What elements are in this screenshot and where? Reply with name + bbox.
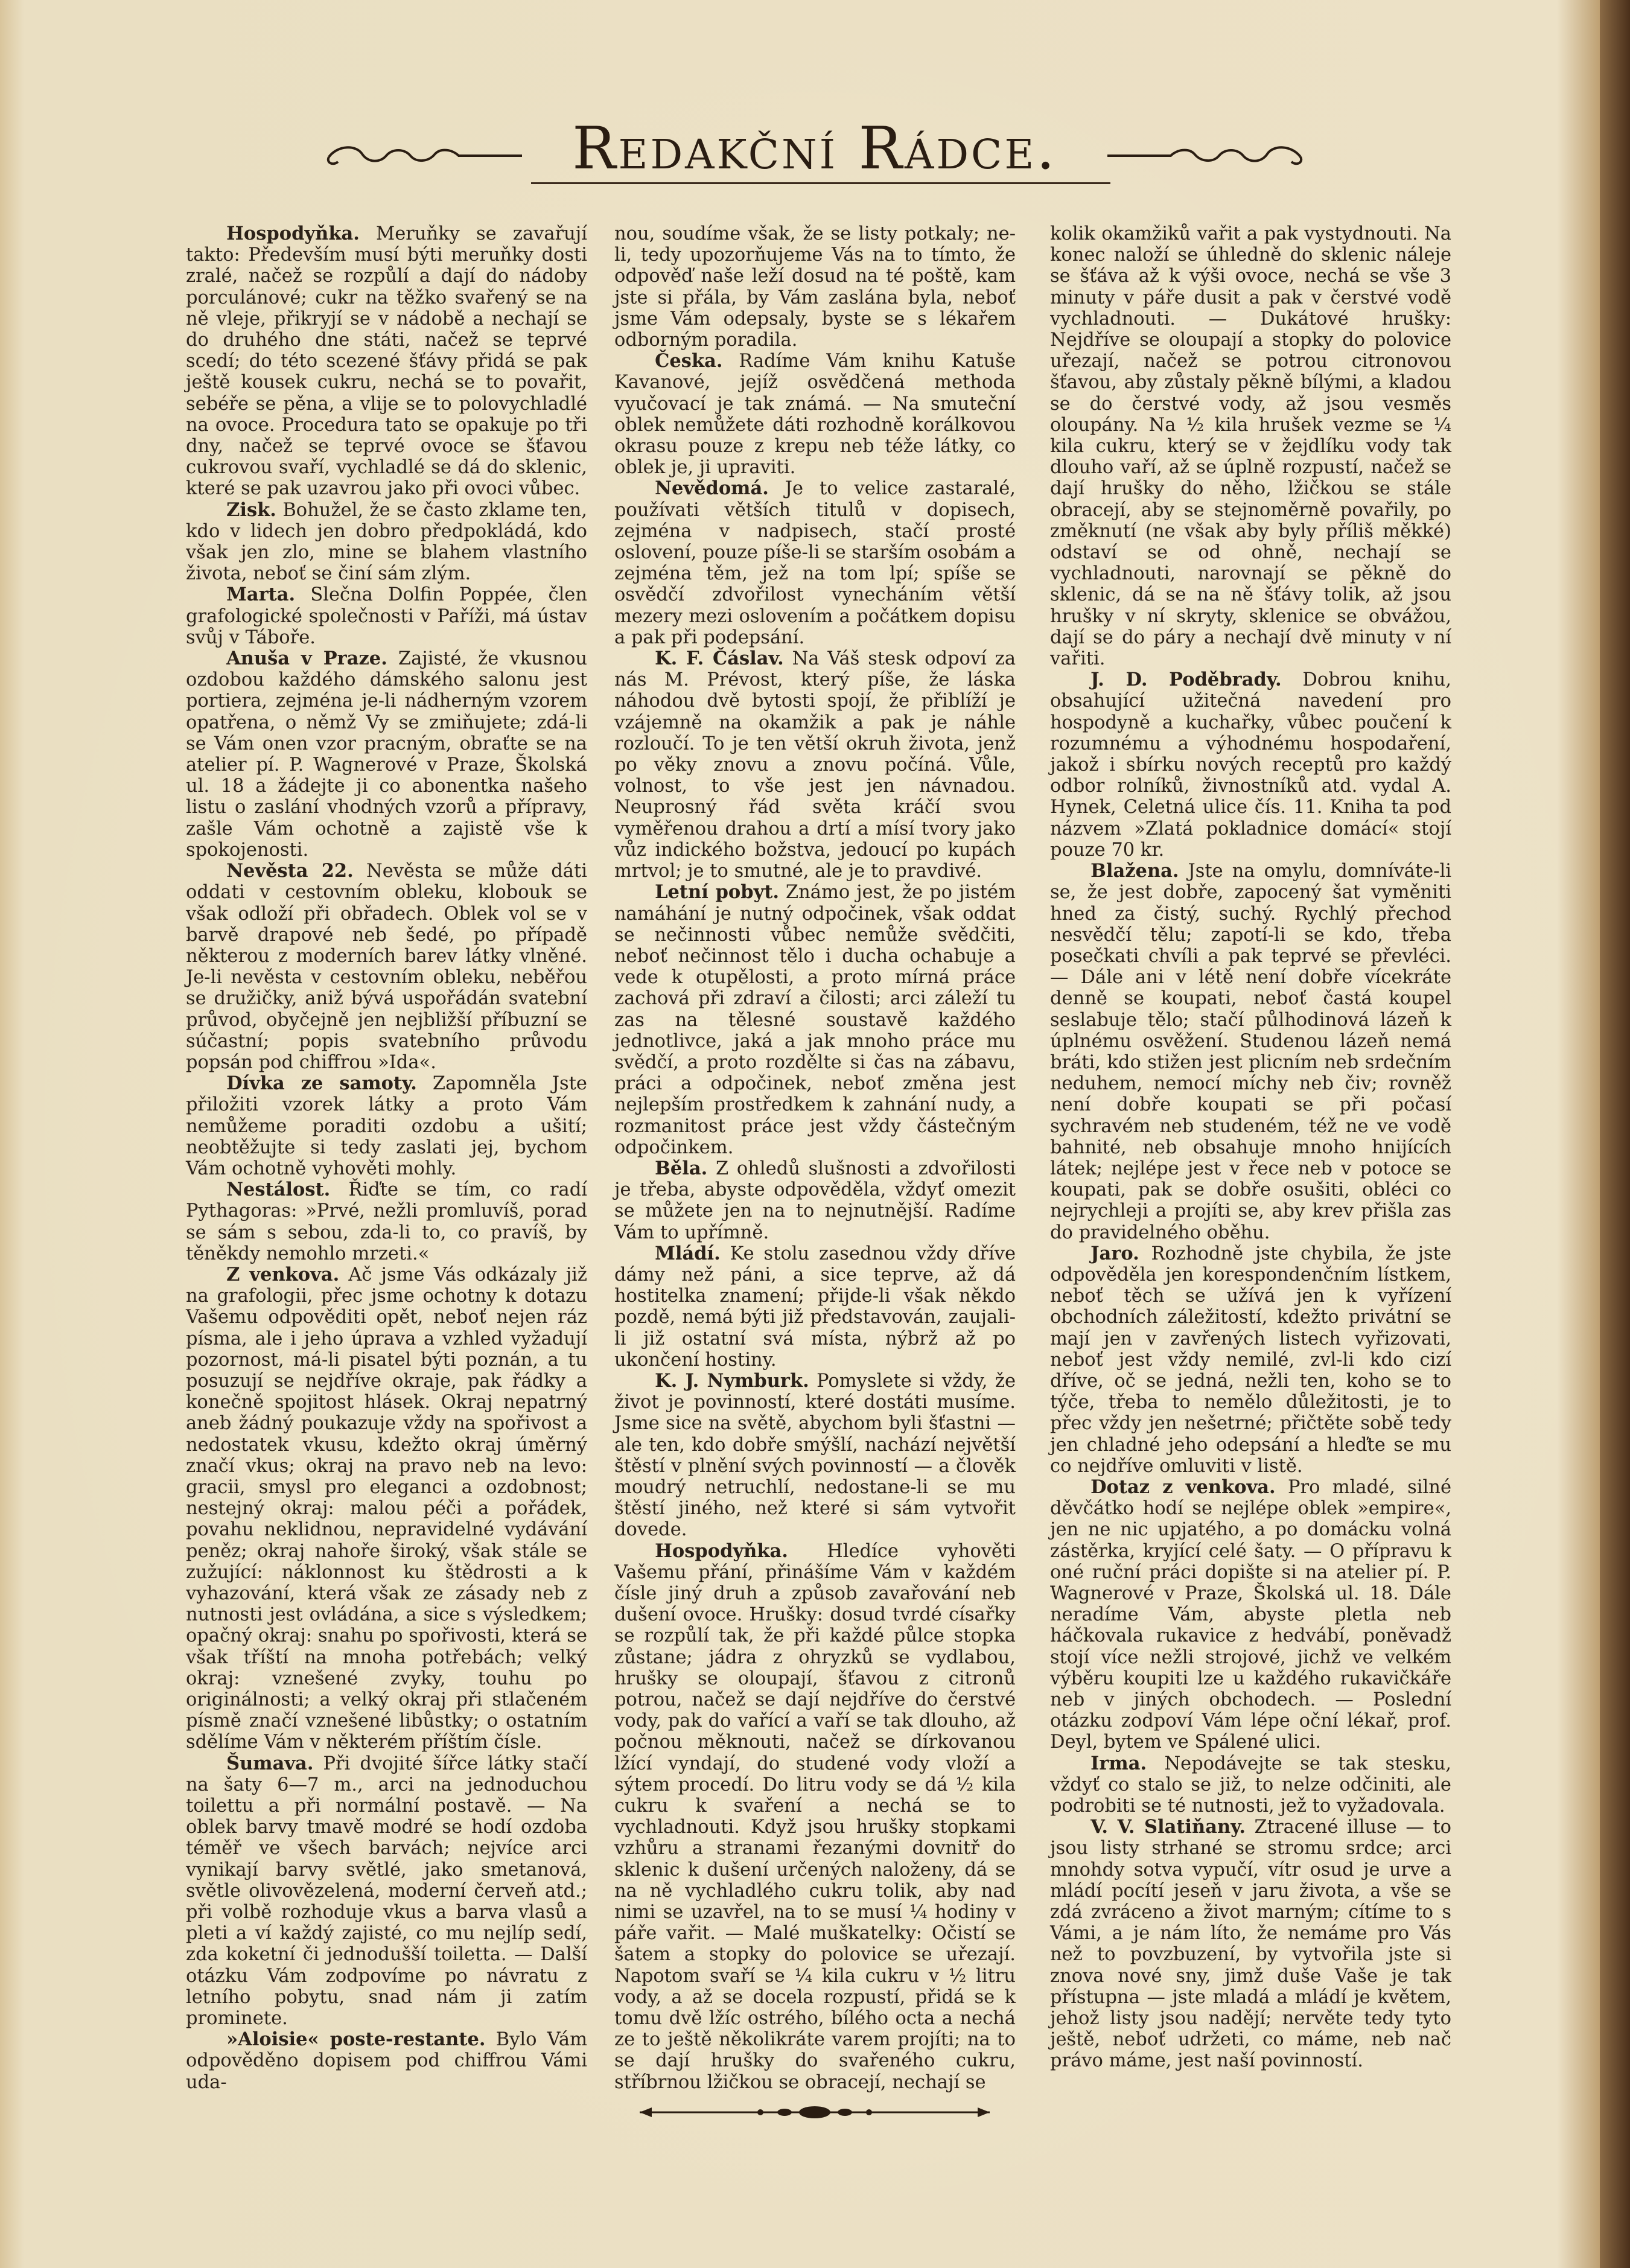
right-flourish-icon [1104, 139, 1304, 169]
answer-addressee: Letní pobyt. [655, 881, 780, 903]
answer-addressee: Běla. [655, 1157, 708, 1179]
answer-paragraph [186, 223, 587, 500]
answer-paragraph [614, 1243, 1016, 1371]
answer-text: Nevěsta se může dáti oddati v cestovním obleku, klobouk se však odloží při obřadech. Oblek vol se v barvě drapové neb šedé, po případě některou z moderních barev látky vlněné. Je-li nevěsta v cestovním obleku, neběřou se družičky, aniž bývá uspořádán svatební průvod, obyčejně jen nejbližší příbuzní se súčastní; popis svatebního průvodu popsán pod chiffrou »Ida«. [186, 861, 587, 1073]
answer-paragraph [614, 223, 1016, 351]
answer-text: Zapomněla Jste přiložiti vzorek látky a proto Vám nemůžeme poraditi ozdobu a ušití; neobtěžujte si tedy zaslati jej, bychom Vám ochotně vyhověti mohly. [186, 1073, 587, 1179]
answer-paragraph [186, 1264, 587, 1753]
answer-paragraph [614, 1371, 1016, 1541]
answer-addressee: Česka. [655, 350, 723, 372]
answer-text: Je to velice zastaralé, používati větších titulů v dopisech, zejména v nadpisech, stačí prosté oslovení, pouze píše-li se starším osobám a zejména těm, jež na tom lpí; spíše se osvědčí zdvořilost vynecháním větší mezery mezi oslovením a počátkem dopisu a pak při podepsání. [614, 478, 1016, 648]
answer-addressee: Nevědomá. [655, 477, 769, 500]
answer-addressee: »Aloisie« poste-restante. [226, 2028, 486, 2051]
column-2 [614, 223, 1016, 2093]
answer-text: Meruňky se zavařují takto: Především musí býti meruňky dosti zralé, načež se rozpůlí a dají do nádoby porculánové; cukr na těžko svařený se na ně vleje, přikryjí se v nádobě a nechají se do druhého dne státi, načež se teprvé scedí; do této scezené šťávy přidá se pak ještě kousek cukru, nechá se to povařit, sebéře se pěna, a vlije se to polovychladlé na ovoce. Procedura tato se opakuje po tři dny, načež se teprvé ovoce se šťavou cukrovou svaří, vychladlé se dá do sklenic, které se pak uzavrou jako při ovoci vůbec. [186, 223, 587, 500]
answer-text: Ač jsme Vás odkázaly již na grafologii, přec jsme ochotny k dotazu Vašemu odpověditi opět, neboť nejen ráz písma, ale i jeho úprava a vzhled vyžadují pozornost, má-li pisatel býti poznán, a tu posuzují se nejdříve okraje, pak řádky a konečně spojitost hlásek. Okraj nepatrný aneb žádný poukazuje vždy na spořivost a nedostatek vkusu, kdežto okraj úměrný značí vkus; okraj na pravo neb na levo: gracii, smysl pro eleganci a ozdobnost; nestejný okraj: malou péči a pořádek, povahu neklidnou, nepravidelné vydávání peněz; okraj nahoře široký, však stále se zužující: náklonnost ku štědrosti a k vyhazování, která však ze zásady neb z nutnosti jest ovládána, a sice s výsledkem; opačný okraj: snahu po spořivosti, která se však tříští na mnoha potřebách; velký okraj: vznešené zvyky, touhu po originálnosti; a velký okraj při stlačeném písmě značí vznešené libůstky; o ostatním sdělíme Vám v některém příštím čísle. [186, 1264, 587, 1753]
answer-paragraph [186, 648, 587, 861]
page-title: Redakční Rádce. [572, 115, 1057, 182]
answer-text: Z ohledů slušnosti a zdvořilosti je třeba, abyste odpověděla, vždyť omezit se můžete jen na to nejnutnější. Radíme Vám to upřímně. [614, 1158, 1016, 1243]
answer-text: Pro mladé, silné děvčátko hodí se nejlépe oblek »empire«, jen ne nic upjatého, a po domácku volná zástěrka, kryjící celé šaty. — O přípravu k oné ruční práci dopište si na atelier pí. P. Wagnerové v Praze, Školská ul. 18. Dále neradíme Vám, abyste pletla neb háčkovala rukavice z hedvábí, poněvadž stojí více nežli strojové, jichž ve velkém výběru koupiti lze u každého rukavičkáře neb v jiných obchodech. — Poslední otázku zodpoví Vám lépe oční lékař, prof. Deyl, bytem ve Spálené ulici. [1050, 1476, 1451, 1753]
masthead [326, 103, 1304, 199]
answer-addressee: Hospodyňka. [655, 1540, 788, 1562]
answer-paragraph [186, 500, 587, 585]
answer-paragraph [614, 1158, 1016, 1243]
answer-addressee: Marta. [226, 584, 296, 606]
answer-text: Pomyslete si vždy, že život je povinností, které dostáti musíme. Jsme sice na světě, abychom byli šťastni — ale ten, kdo dobře smýšlí, nachází největší štěstí v plnění svých povinností — a člověk moudrý netruchlí, nedostane-li se mu štěstí jiného, než které si sám vytvořit dovede. [614, 1370, 1016, 1541]
answer-paragraph [1050, 1243, 1451, 1477]
answer-text: Nepodávejte se tak stesku, vždyť co stalo se již, to nelze odčiniti, ale podrobiti se té nutnosti, jež to vyžadovala. [1050, 1753, 1451, 1817]
book-spine [1600, 0, 1630, 2268]
answer-addressee: Z venkova. [226, 1263, 340, 1285]
answer-paragraph [1050, 1753, 1451, 1817]
answer-text: nou, soudíme však, že se listy potkaly; ne-li, tedy upozorňujeme Vás na to tímto, že odpověď naše leží dosud na té poště, kam jste si přála, by Vám zaslána byla, neboť jsme Vám odepsaly, byste se s lékařem odborným poradila. [614, 223, 1016, 351]
answer-text: Ztracené illuse — to jsou listy strhané se stromu srdce; arci mnohdy sotva vypučí, vítr osud je urve a mládí pocítí jeseň v jaru života, a vše se zdá zvráceno a život marným; cítíme to s Vámi, a je nám líto, že nemáme pro Vás než to povzbuzení, by vytvořila jste si znova nové sny, jimž duše Vaše je tak přístupna — jste mladá a mládí je květem, jehož listy jsou nadějí; nervěte tedy tyto ještě, neboť udržeti, co máme, neb nač právo máme, jest naší povinností. [1050, 1817, 1451, 2072]
answer-paragraph [614, 351, 1016, 478]
answer-text: Rozhodně jste chybila, že jste odpověděla jen korespondenčním lístkem, neboť těch se užívá jen k vyřízení obchodních záležitostí, kdežto privátní se mají jen v zavřených listech vyřizovati, neboť jest vždy nemilé, zvl-li kdo cizí dříve, oč se jedná, nežli ten, koho se to týče, třeba to nemělo důležitosti, je to přec vždy jen nešetrné; přičtěte sobě tedy jen chladné jeho odepsání a hleďte se mu co nejdříve omluviti v listě. [1050, 1243, 1451, 1477]
answer-text: Bohužel, že se často zklame ten, kdo v lidech jen dobro předpokládá, kdo však jen zlo, mine se blahem vlastního života, neboť se činí sám zlým. [186, 499, 587, 585]
answer-paragraph [614, 478, 1016, 648]
answer-addressee: Mládí. [655, 1242, 721, 1264]
answer-paragraph [614, 882, 1016, 1158]
answer-addressee: Šumava. [226, 1752, 314, 1774]
answer-text: Zajisté, že vkusnou ozdobou každého dámského salonu jest portiera, zejména je-li nádherným vzorem opatřena, o němž Vy se zmiňujete; zdá-li se Vám onen vzor pracným, obraťte se na atelier pí. P. Wagnerové v Praze, Školská ul. 18 a žádejte ji co abonentka našeho listu o zaslání vhodných vzorů a přípravy, zašle Vám ochotně a zajistě vše k spokojenosti. [186, 648, 587, 861]
answer-paragraph [1050, 1477, 1451, 1753]
answer-addressee: Nestálost. [226, 1179, 331, 1201]
answer-text: kolik okamžiků vařit a pak vystydnouti. Na konec naloží se úhledně do sklenic náleje se šťáva až k výši ovoce, nechá se vše 3 minuty v páře dusit a pak v čerstvé vodě vychladnouti. — Dukátové hrušky: Nejdříve se oloupají a stopky do polovice uřezají, načež se potrou citronovou šťavou, aby zůstaly pěkně bílými, a kladou se do čerstvé vody, až jsou vesměs oloupány. Na ½ kila hrušek vezme se ¼ kila cukru, který se v žejdlíku vody tak dlouho vaří, až se úplně rozpustí, načež se dají hrušky do něho, lžičkou se stále obracejí, aby se stejnoměrně povařily, po změknutí (ne však aby byly příliš měkké) odstaví se od ohně, nechají se vychladnouti, narovnají se pěkně do sklenic, dá se na ně šťávy tolik, až jsou hrušky v ní skryty, sklenice se obvážou, dají se do páry a nechají dvě minuty v ní vařiti. [1050, 223, 1451, 670]
answer-addressee: Dotaz z venkova. [1090, 1476, 1276, 1498]
answer-paragraph [1050, 861, 1451, 1243]
answer-addressee: Hospodyňka. [226, 223, 360, 244]
answer-addressee: Anuša v Praze. [226, 648, 387, 670]
answer-text: Radíme Vám knihu Katuše Kavanové, jejíž osvědčená methoda vyučovací je tak známá. — Na smuteční oblek nemůžete dáti rozhodně korálkovou okrasu pouze z krepu neb téže látky, co oblek je, ji upraviti. [614, 351, 1016, 479]
answer-addressee: K. F. Čáslav. [655, 648, 784, 670]
answer-addressee: Dívka ze samoty. [226, 1072, 417, 1095]
answer-addressee: J. D. Poděbrady. [1090, 669, 1282, 691]
answer-text: Při dvojité šířce látky stačí na šaty 6—7 m., arci na jednoduchou toilettu a při normální postavě. — Na oblek barvy tmavě modré se hodí ozdoba téměř ve všech barvách; nejvíce arci vynikají barvy světlé, jako smetanová, světle olivovězelená, moderní červeň atd.; při volbě rozhoduje vkus a barva vlasů a pleti a ví každý zajisté, co mu nejlíp sedí, zda koketní či jednodušší toiletta. — Další otázku Vám zodpovíme po návratu z letního pobytu, snad nám ji zatím prominete. [186, 1753, 587, 2030]
answer-paragraph [614, 1541, 1016, 2093]
answer-addressee: V. V. Slatiňany. [1090, 1816, 1246, 1838]
answer-text: Řiďte se tím, co radí Pythagoras: »Prvé, nežli promluvíš, porad se sám s sebou, zda-li to, co pravíš, by těněkdy nemohlo mrzeti.« [186, 1179, 587, 1264]
answer-addressee: Blažena. [1090, 860, 1179, 882]
answer-addressee: K. J. Nymburk. [655, 1369, 809, 1392]
answer-text: Bylo Vám odpověděno dopisem pod chiffrou Vámi uda- [186, 2029, 587, 2093]
answer-text: Ke stolu zasednou vždy dříve dámy než páni, a sice teprve, až dá hostitelka znamení; přijde-li však někdo pozdě, nemá býti již představován, zaujali-li již ostatní svá místa, nýbrž až po ukončení hostiny. [614, 1243, 1016, 1371]
answer-paragraph [1050, 669, 1451, 861]
answer-paragraph [186, 584, 587, 648]
column-3 [1050, 223, 1451, 2072]
answer-paragraph [186, 861, 587, 1073]
answer-paragraph [186, 1753, 587, 2030]
answer-text: Slečna Dolfin Poppée, člen grafologické společnosti v Paříži, má ústav svůj v Táboře. [186, 584, 587, 648]
answer-paragraph [1050, 223, 1451, 669]
answer-text: Známo jest, že po jistém namáhání je nutný odpočinek, však oddat se nečinnosti vůbec nemůže svědčiti, neboť nečinnost tělo i ducha ochabuje a vede k otupělosti, a proto mírná práce zachová při zdraví a čilosti; arci záleží tu zas na tělesné soustavě každého jednotlivce, jaká a jak mnoho práce mu svědčí, a proto rozdělte si čas na zábavu, práci a odpočinek, neboť změna jest nejlepším prostředkem k zahnání nudy, a rozmanitost práce jest vždy částečným odpočinkem. [614, 882, 1016, 1158]
answer-text: Dobrou knihu, obsahující užitečná navedení pro hospodyně a kuchařky, vůbec poučení k rozumnému a výhodnému hospodaření, jakož i sbírku nových receptů pro každý odbor rolníků, živnostníků atd. vydal A. Hynek, Celetná ulice čís. 11. Kniha ta pod názvem »Zlatá pokladnice domácí« stojí pouze 70 kr. [1050, 669, 1451, 861]
answer-addressee: Irma. [1090, 1752, 1147, 1774]
answer-paragraph [1050, 1817, 1451, 2071]
answer-paragraph [614, 648, 1016, 882]
answer-paragraph [186, 1073, 587, 1179]
answer-addressee: Nevěsta 22. [226, 860, 354, 882]
left-flourish-icon [326, 139, 525, 169]
footer-ornament-icon [634, 2100, 996, 2124]
answer-text: Jste na omylu, domníváte-li se, že jest dobře, zapocený šat vyměniti hned za čistý, suchý. Rychlý přechod nesvědčí tělu; zapotí-li se kdo, třeba posečkati chvíli a pak teprvé se převléci. — Dále ani v létě není dobře vícekráte denně se koupati, neboť častá koupel seslabuje tělo; stačí půlhodinová lázeň k úplnému osvěžení. Studenou lázeň nemá bráti, kdo stižen jest plicním neb srdečním neduhem, nemocí míchy neb čiv; rovněž není dobře koupati se při počasí sychravém neb studeném, též ne ve vodě bahnité, neb obsahuje mnoho hnijících látek; nejlépe jest v řece neb v potoce se koupati, pak se dobře osušiti, obléci co nejrychleji a projíti se, aby krev přišla zas do pravidelného oběhu. [1050, 861, 1451, 1243]
answer-addressee: Jaro. [1090, 1242, 1139, 1264]
answer-text: Hledíce vyhověti Vašemu přání, přinášíme Vám v každém čísle jiný druh a způsob zavařování neb dušení ovoce. Hrušky: dosud tvrdé císařky se rozpůlí tak, že při každé půlce stopka zůstane; jádra z ohryzků se vydlabou, hrušky se oloupají, šťavou z citronů potrou, načež se dají nejdříve do čerstvé vody, pak do vařící a vaří se tak dlouho, až počnou měknouti, načež se dírkovanou lžící vyndají, do studené vody vloží a sýtem procedí. Do litru vody se dá ½ kila cukru k svaření a nechá se to vychladnouti. Když jsou hrušky stopkami vzhůru a stranami řezanými dovnitř do sklenic k dušení určených naloženy, dá se na ně vychladlého cukru tolik, aby nad nimi se uzavřel, na to se musí ¼ hodiny v páře vařit. — Malé muškatelky: Očistí se šatem a stopky do polovice se uřezají. Napotom svaří se ¼ kila cukru v ½ litru vody, a až se docela rozpustí, přidá se k tomu dvě lžíc ostrého, bílého octa a nechá ze to ještě několikráte varem projíti; na to se dají hrušky do svařeného cukru, stříbrnou lžičkou se obracejí, nechají se [614, 1540, 1016, 2093]
answer-paragraph [186, 2029, 587, 2093]
answer-addressee: Zisk. [226, 499, 276, 521]
title-underline [531, 182, 1110, 184]
answer-text: Na Váš stesk odpoví za nás M. Prévost, který píše, že láska náhodou dvě bytosti spojí, že přiblíží je vzájemně na okamžik a pak je náhle rozloučí. To je ten větší okruh života, jenž po věky znovu a znovu počíná. Vůle, volnost, to vše jest jen návnadou. Neuprosný řád světa kráčí svou vyměřenou drahou a drtí a mísí tvory jako vůz indického božstva, jedoucí po kupách mrtvol; je to smutné, ale je to pravdivé. [614, 648, 1016, 882]
column-1 [186, 223, 587, 2093]
answer-paragraph [186, 1179, 587, 1264]
